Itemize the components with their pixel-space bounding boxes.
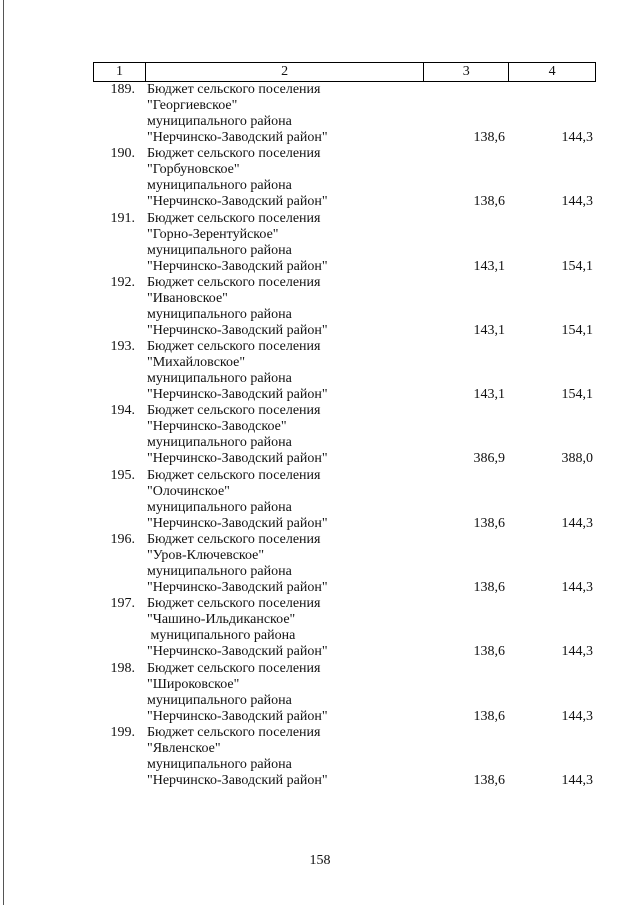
row-value-col-3: 143,1	[473, 387, 505, 403]
header-col-2: 2	[146, 63, 424, 81]
row-value-col-3: 138,6	[473, 515, 505, 531]
row-value-col-3: 138,6	[473, 194, 505, 210]
row-name	[145, 532, 424, 596]
row-name-line-4: "Нерчинско-Заводский район"	[147, 580, 328, 596]
row-name-line-3: муниципального района	[147, 435, 292, 451]
row-value-col-4: 144,3	[561, 644, 593, 660]
row-number: 191.	[110, 210, 135, 226]
row-name	[145, 275, 424, 339]
row-name-line-1: Бюджет сельского поселения	[147, 210, 321, 226]
row-number: 192.	[110, 274, 135, 290]
row-name-line-2: "Горно-Зерентуйское"	[147, 226, 279, 242]
row-name-line-3: муниципального района	[147, 756, 292, 772]
row-name-line-1: Бюджет сельского поселения	[147, 403, 321, 419]
row-number: 198.	[110, 660, 135, 676]
row-name	[145, 403, 424, 467]
row-name-line-4: "Нерчинско-Заводский район"	[147, 130, 328, 145]
table-row	[93, 468, 596, 532]
table-row	[93, 403, 596, 467]
row-name-line-3: муниципального района	[147, 628, 296, 644]
row-name-line-2: "Явленское"	[147, 740, 221, 756]
row-value-col-3: 143,1	[473, 258, 505, 274]
table-row	[93, 725, 596, 789]
row-name-line-4: "Нерчинско-Заводский район"	[147, 258, 328, 274]
row-name	[145, 725, 424, 789]
row-value-col-3: 138,6	[473, 708, 505, 724]
row-number: 194.	[110, 403, 135, 419]
row-name	[145, 661, 424, 725]
row-name-line-2: "Широковское"	[147, 676, 240, 692]
row-name-line-1: Бюджет сельского поселения	[147, 339, 321, 355]
row-name-line-2: "Нерчинско-Заводское"	[147, 419, 287, 435]
row-name-line-3: муниципального района	[147, 371, 292, 387]
header-col-4: 4	[509, 63, 596, 81]
row-name-line-3: муниципального района	[147, 242, 292, 258]
row-name-line-4: "Нерчинско-Заводский район"	[147, 387, 328, 403]
row-name-line-1: Бюджет сельского поселения	[147, 467, 321, 483]
table-row	[93, 532, 596, 596]
row-number: 193.	[110, 339, 135, 355]
row-name-line-4: "Нерчинско-Заводский район"	[147, 322, 328, 338]
table-row	[93, 275, 596, 339]
row-value-col-3: 143,1	[473, 322, 505, 338]
table-row	[93, 211, 596, 275]
row-value-col-3: 138,6	[473, 130, 505, 145]
row-value-col-4: 144,3	[561, 130, 593, 145]
row-name	[145, 339, 424, 403]
row-name-line-3: муниципального района	[147, 178, 292, 194]
row-value-col-4: 154,1	[561, 322, 593, 338]
table-row	[93, 661, 596, 725]
row-name-line-3: муниципального района	[147, 114, 292, 129]
row-value-col-4: 144,3	[561, 515, 593, 531]
row-name-line-4: "Нерчинско-Заводский район"	[147, 708, 328, 724]
row-name-line-2: "Георгиевское"	[147, 98, 238, 113]
row-name	[145, 211, 424, 275]
budget-table	[93, 62, 596, 789]
row-name-line-4: "Нерчинско-Заводский район"	[147, 194, 328, 210]
row-value-col-3: 386,9	[473, 451, 505, 467]
header-col-1: 1	[94, 63, 146, 81]
row-number: 189.	[110, 82, 135, 97]
row-name-line-1: Бюджет сельского поселения	[147, 724, 321, 740]
row-name-line-3: муниципального района	[147, 306, 292, 322]
table-row	[93, 146, 596, 210]
page-left-border	[3, 0, 4, 905]
row-name-line-3: муниципального района	[147, 564, 292, 580]
row-value-col-4: 144,3	[561, 194, 593, 210]
table-body	[93, 82, 596, 789]
row-value-col-4: 144,3	[561, 708, 593, 724]
row-value-col-4: 154,1	[561, 387, 593, 403]
table-header-row	[93, 62, 596, 82]
row-name-line-4: "Нерчинско-Заводский район"	[147, 644, 328, 660]
row-name-line-3: муниципального района	[147, 692, 292, 708]
row-value-col-3: 138,6	[473, 772, 505, 788]
row-name-line-1: Бюджет сельского поселения	[147, 146, 321, 162]
row-number: 190.	[110, 146, 135, 162]
row-name-line-1: Бюджет сельского поселения	[147, 596, 321, 612]
table-row	[93, 596, 596, 660]
row-number: 197.	[110, 596, 135, 612]
row-name-line-2: "Чашино-Ильдиканское"	[147, 612, 296, 628]
row-number: 196.	[110, 532, 135, 548]
table-row	[93, 82, 596, 146]
row-name-line-2: "Горбуновское"	[147, 162, 240, 178]
row-name-line-1: Бюджет сельского поселения	[147, 532, 321, 548]
row-name-line-4: "Нерчинско-Заводский район"	[147, 515, 328, 531]
row-name-line-2: "Ивановское"	[147, 290, 228, 306]
row-value-col-4: 154,1	[561, 258, 593, 274]
row-name-line-4: "Нерчинско-Заводский район"	[147, 772, 328, 788]
row-name	[145, 146, 424, 210]
row-name	[145, 596, 424, 660]
row-value-col-4: 388,0	[561, 451, 593, 467]
row-name-line-2: "Михайловское"	[147, 355, 246, 371]
page-number: 158	[309, 853, 331, 868]
header-col-3: 3	[424, 63, 509, 81]
row-value-col-3: 138,6	[473, 580, 505, 596]
row-name-line-1: Бюджет сельского поселения	[147, 82, 321, 97]
row-value-col-4: 144,3	[561, 772, 593, 788]
row-name-line-3: муниципального района	[147, 499, 292, 515]
row-name-line-1: Бюджет сельского поселения	[147, 660, 321, 676]
row-name-line-2: "Олочинское"	[147, 483, 230, 499]
row-name-line-1: Бюджет сельского поселения	[147, 274, 321, 290]
row-value-col-4: 144,3	[561, 580, 593, 596]
row-number: 199.	[110, 724, 135, 740]
row-value-col-3: 138,6	[473, 644, 505, 660]
row-name	[145, 82, 424, 146]
table-row	[93, 339, 596, 403]
row-name-line-2: "Уров-Ключевское"	[147, 548, 265, 564]
row-number: 195.	[110, 467, 135, 483]
row-name-line-4: "Нерчинско-Заводский район"	[147, 451, 328, 467]
row-name	[145, 468, 424, 532]
